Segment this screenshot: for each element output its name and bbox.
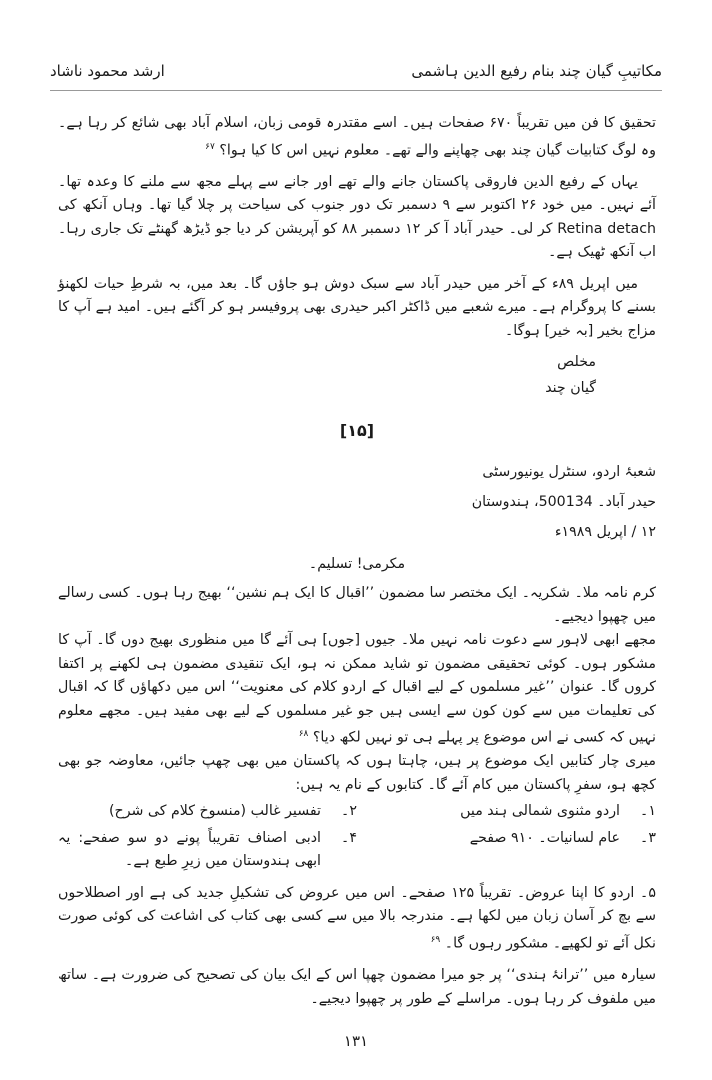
header-title: مکاتیبِ گیان چند بنام رفیع الدین ہاشمی [411,62,662,80]
list-number: ۳۔ [640,829,656,846]
book-title: ادبی اصناف تقریباً پونے دو سو صفحے: یہ ابھی ہندوستان میں زیرِ طبع ہے۔ [58,829,321,870]
list-number: ۲۔ [341,803,357,820]
list-number: ۴۔ [341,829,357,846]
book-title: عام لسانیات۔ ۹۱۰ صفحے [469,829,620,846]
running-header [50,62,662,80]
list-number: ۱۔ [640,803,656,820]
book-title: اردو مثنوی شمالی ہند میں [460,803,620,820]
footnote-mark: ۶۹ [430,934,441,945]
closing-line: مخلص [557,354,596,371]
letter-number: [۱۵] [339,421,375,441]
paragraph: مجھے ابھی لاہور سے دعوت نامہ نہیں ملا۔ جیوں [جوں] ہی آئے گا میں منظوری بھیج دوں گا۔ آپ کا مشکور ہوں۔ کوئی تحقیقی مضمون تو شاید ممکن نہ ہو، ایک تنقیدی مضمون ہی لکھنے پر اکتفا کروں گا۔ عنوان ’’غیر مسلموں کے لیے اقبال کے اردو کلام کی معنویت‘‘ اس میں دکھاؤں گا کہ اقبال کی تعلیمات میں سے کون کون سے ایسی ہیں جو غیر مسلموں کے لیے بھی مفید ہیں۔ مجھے معلوم نہیں کہ کسی نے اس موضوع پر پہلے ہی تو نہیں لکھ دیا؟ $^{۶۸}$ [58,632,656,746]
header-divider [50,90,662,91]
book-list-row [58,800,656,824]
address-line: شعبۂ اردو، سنٹرل یونیورسٹی [482,463,656,480]
paragraph: یہاں کے رفیع الدین فاروقی پاکستان جانے والے تھے اور جانے سے پہلے مجھ سے ملنے کا وعدہ تھا۔ آئے نہیں۔ میں خود ۲۶ اکتوبر سے ۹ دسمبر تک دور جنوب کی سیاحت پر چلا گیا تھا۔ وہاں آنکھ کی Retina detach کر لی۔ حیدر آباد آ کر ۱۲ دسمبر ۸۸ کو آپریشن کر دیا جو ڈیڑھ گھنٹے تک جاری رہا۔ اب آنکھ ٹھیک ہے۔ [58,173,656,261]
page-body [58,112,656,1011]
footnote-mark: ۶۸ [298,729,309,740]
paragraph: میں اپریل ۸۹ء کے آخر میں حیدر آباد سے سبک دوش ہو جاؤں گا۔ بعد میں، بہ شرطِ حیات لکھنؤ بسنے کا پروگرام ہے۔ میرے شعبے میں ڈاکٹر اکبر حیدری بھی پروفیسر ہو کر آگئے ہیں۔ امید ہے آپ کا مزاج بخیر [بہ خیر] ہوگا۔ [58,275,656,339]
paragraph: میری چار کتابیں ایک موضوع پر ہیں، چاہتا ہوں کہ پاکستان میں بھی چھپ جائیں، معاوضہ جو بھی کچھ ہو، سفرِ پاکستان میں کام آئے گا۔ کتابوں کے نام یہ ہیں: [58,753,656,793]
book-title: تفسیر غالب (منسوخ کلام کی شرح) [109,803,321,820]
letter-date: ۱۲ / اپریل ۱۹۸۹ء [554,523,656,540]
page-number: ۱۳۱ [343,1032,369,1050]
paragraph: تحقیق کا فن میں تقریباً ۶۷۰ صفحات ہیں۔ اسے مقتدرہ قومی زبان، اسلام آباد بھی شائع کر رہا ہے۔ وہ لوگ کتابیات گیان چند بھی چھاپنے والے تھے۔ معلوم نہیں اس کا کیا ہوا؟ $^{۶۷}$ [58,115,656,159]
signature-name: گیان چند [545,380,596,397]
salutation: مکرمی! تسلیم۔ [308,555,406,572]
paragraph: کرم نامہ ملا۔ شکریہ۔ ایک مختصر سا مضمون ’’اقبال کا ایک ہم نشین‘‘ بھیج رہا ہوں۔ کسی رسالے میں چھپوا دیجیے۔ [58,585,656,625]
paragraph: ۵۔ اردو کا اپنا عروض۔ تقریباً ۱۲۵ صفحے۔ اس میں عروض کی تشکیلِ جدید کی ہے اور اصطلاحوں سے بچ کر آسان زبان میں لکھا ہے۔ مندرجہ بالا میں سے کسی بھی کتاب کی اشاعت کی کوئی صورت نکل آئے تو لکھیے۔ مشکور رہوں گا۔ $^{۶۹}$ [58,884,656,952]
book-list-row [58,827,656,874]
header-author: ارشد محمود ناشاد [50,62,165,80]
address-line: حیدر آباد۔ 500134، ہندوستان [471,493,656,510]
closing-block [58,349,656,401]
footnote-mark: ۶۷ [205,141,215,152]
paragraph: سیارہ میں ’’ترانۂ ہندی‘‘ پر جو میرا مضمون چھپا اس کے ایک بیان کی تصحیح کی ضرورت ہے۔ ساتھ میں ملفوف کر رہا ہوں۔ مراسلے کے طور پر چھپوا دیجیے۔ [58,967,656,1007]
